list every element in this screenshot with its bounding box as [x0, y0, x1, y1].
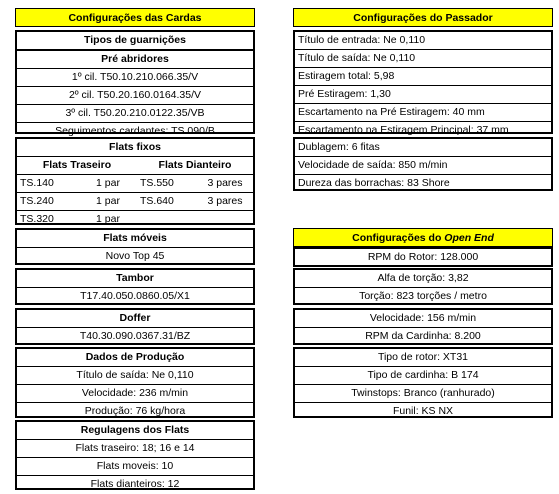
passador-row: Título de saída: Ne 0,110	[295, 50, 551, 68]
openend-row: Tipo de cardinha: B 174	[295, 367, 551, 385]
guarnicoes-title: Tipos de guarnições	[17, 32, 253, 50]
doffer-value: T40.30.090.0367.31/BZ	[17, 328, 253, 346]
guarnicoes-block	[15, 30, 255, 137]
regulagens-row: Flats dianteiros: 12	[17, 476, 253, 494]
flats-moveis-title: Flats móveis	[17, 230, 253, 248]
producao-row: Velocidade: 236 m/min	[17, 385, 253, 403]
flats-fixos-title: Flats fixos	[17, 139, 253, 157]
flats-dianteiro-header: Flats Dianteiro	[137, 157, 253, 175]
flats-moveis-block	[15, 228, 255, 265]
openend-block-b	[293, 268, 553, 305]
passador-row: Velocidade de saída: 850 m/min	[295, 157, 551, 175]
passador-row: Estiragem total: 5,98	[295, 68, 551, 86]
doffer-block	[15, 308, 255, 345]
regulagens-title: Regulagens dos Flats	[17, 422, 253, 440]
pre-abridores-title: Pré abridores	[17, 50, 253, 69]
openend-header	[293, 228, 553, 247]
guarnicao-row: 2º cil. T50.20.160.0164.35/V	[17, 87, 253, 105]
openend-row: Funil: KS NX	[295, 403, 551, 421]
flats-cell	[197, 211, 253, 229]
passador-header	[293, 8, 553, 27]
openend-header-prefix: Configurações do	[352, 231, 445, 244]
flats-cell: TS.140	[17, 175, 79, 193]
passador-row: Escartamento na Pré Estiragem: 40 mm	[295, 104, 551, 122]
passador-row: Pré Estiragem: 1,30	[295, 86, 551, 104]
producao-row: Produção: 76 kg/hora	[17, 403, 253, 421]
guarnicao-row: 1º cil. T50.10.210.066.35/V	[17, 69, 253, 87]
flats-traseiro-header: Flats Traseiro	[17, 157, 137, 175]
flats-fixos-block	[15, 137, 255, 225]
flats-moveis-value: Novo Top 45	[17, 248, 253, 266]
openend-row: Twinstops: Branco (ranhurado)	[295, 385, 551, 403]
passador-row: Dublagem: 6 fitas	[295, 139, 551, 157]
flats-cell: TS.550	[137, 175, 197, 193]
passador-row: Escartamento na Estiragem Principal: 37 mm	[295, 122, 551, 140]
regulagens-row: Flats traseiro: 18; 16 e 14	[17, 440, 253, 458]
regulagens-block	[15, 420, 255, 490]
producao-row: Título de saída: Ne 0,110	[17, 367, 253, 385]
tambor-value: T17.40.050.0860.05/X1	[17, 288, 253, 306]
tambor-block	[15, 268, 255, 305]
producao-title: Dados de Produção	[17, 349, 253, 367]
openend-header-em: Open End	[444, 231, 494, 244]
openend-row: RPM do Rotor: 128.000	[367, 251, 479, 263]
flats-cell: 3 pares	[197, 175, 253, 193]
doffer-title: Doffer	[17, 310, 253, 328]
openend-row: Torção: 823 torções / metro	[295, 288, 551, 306]
flats-cell: 3 pares	[197, 193, 253, 211]
flats-cell: TS.320	[17, 211, 79, 229]
guarnicao-row: 3º cil. T50.20.210.0122.35/VB	[17, 105, 253, 123]
passador-block-a	[293, 30, 553, 134]
cardas-header	[15, 8, 255, 27]
guarnicao-row: Seguimentos cardantes: TS.090/B	[17, 123, 253, 141]
openend-row: Tipo de rotor: XT31	[295, 349, 551, 367]
passador-row: Título de entrada: Ne 0,110	[295, 32, 551, 50]
openend-row: RPM da Cardinha: 8.200	[295, 328, 551, 346]
openend-block-c	[293, 308, 553, 345]
flats-cell: 1 par	[79, 211, 137, 229]
regulagens-row: Flats moveis: 10	[17, 458, 253, 476]
passador-header-label: Configurações do Passador	[353, 11, 493, 24]
cardas-header-label: Configurações das Cardas	[68, 11, 202, 24]
openend-block-d	[293, 347, 553, 418]
openend-row: Velocidade: 156 m/min	[295, 310, 551, 328]
flats-cell	[137, 211, 197, 229]
passador-row: Dureza das borrachas: 83 Shore	[295, 175, 551, 193]
passador-block-b	[293, 137, 553, 191]
flats-cell: TS.640	[137, 193, 197, 211]
flats-cell: TS.240	[17, 193, 79, 211]
producao-block	[15, 347, 255, 418]
openend-block-a	[293, 247, 553, 267]
openend-row: Alfa de torção: 3,82	[295, 270, 551, 288]
flats-cell: 1 par	[79, 193, 137, 211]
flats-cell: 1 par	[79, 175, 137, 193]
tambor-title: Tambor	[17, 270, 253, 288]
